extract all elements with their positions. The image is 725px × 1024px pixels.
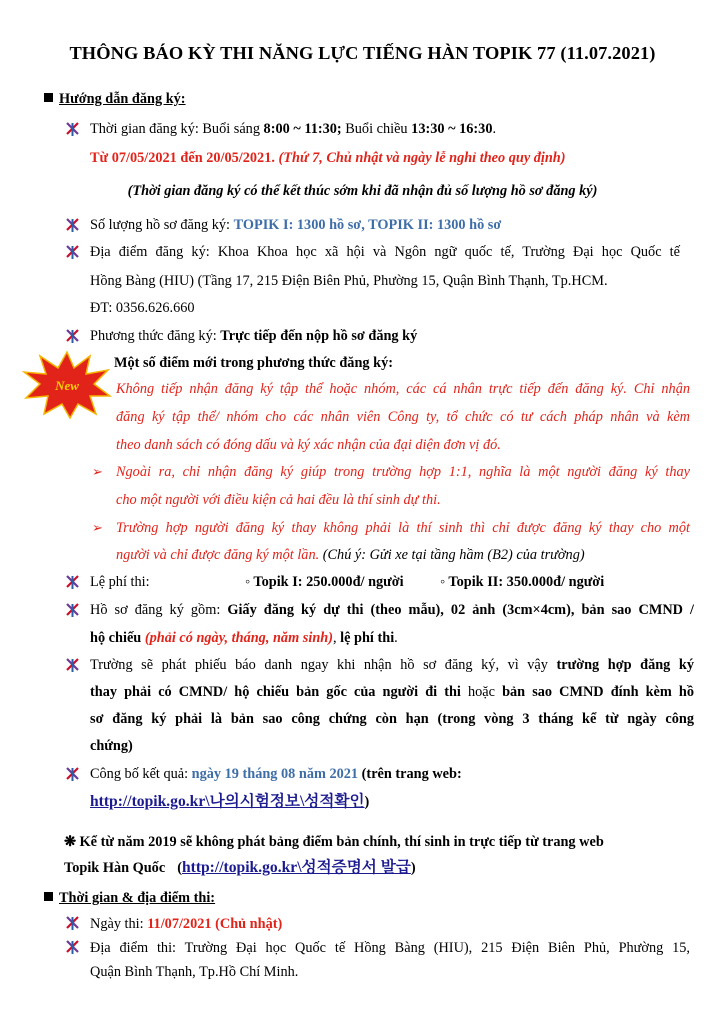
new-points-heading: Một số điểm mới trong phương thức đăng ký: <box>114 355 393 371</box>
square-bullet-icon <box>44 93 53 102</box>
pushpin-bullet-icon <box>66 915 80 931</box>
new-point-3-line2: người và chỉ được đăng ký một lần. (Chú ý: Gửi xe tại tầng hầm (B2) của trường) <box>116 547 585 563</box>
fee-label: Lệ phí thi: <box>90 574 150 590</box>
section-heading-exam: Thời gian & địa điểm thi: <box>44 885 215 911</box>
card-note-line4: chứng) <box>90 738 133 754</box>
arrow-bullet-icon: ➢ <box>92 520 103 535</box>
registration-location-line2: Hồng Bàng (HIU) (Tầng 17, 215 Điện Biên Phủ, Phường 15, Quận Bình Thạnh, Tp.HCM. <box>90 273 608 289</box>
result-link-line: http://topik.go.kr\나의시험정보\성적확인) <box>90 793 370 810</box>
exam-date: Ngày thi: 11/07/2021 (Chủ nhật) <box>90 916 283 932</box>
fee-topik1: ◦ Topik I: 250.000đ/ người <box>245 574 404 590</box>
new-point-2-line2: cho một người với điều kiện cả hai đều là thí sinh dự thi. <box>116 492 441 508</box>
pushpin-bullet-icon <box>66 244 80 260</box>
documents-line1: Hồ sơ đăng ký gồm: Giấy đăng ký dự thi (theo mẫu), 02 ảnh (3cm×4cm), bản sao CMND / <box>90 602 694 618</box>
certificate-note-line2: Topik Hàn Quốc (http://topik.go.kr\성적증명서 발급) <box>64 859 416 876</box>
pushpin-bullet-icon <box>66 328 80 344</box>
new-point-1-line3: theo danh sách có đóng dấu và ký xác nhận của đại diện đơn vị đó. <box>116 437 501 453</box>
card-note-line3: sơ đăng ký phải là bản sao công chứng còn hạn (trong vòng 3 tháng kể từ ngày công <box>90 711 694 727</box>
certificate-note-line1: ❋ Kể từ năm 2019 sẽ không phát bảng điểm bản chính, thí sinh in trực tiếp từ trang web <box>64 834 604 850</box>
registration-date-range: Từ 07/05/2021 đến 20/05/2021. (Thứ 7, Chủ nhật và ngày lễ nghỉ theo quy định) <box>90 150 566 166</box>
exam-location-line1: Địa điểm thi: Trường Đại học Quốc tế Hồng Bàng (HIU), 215 Điện Biên Phủ, Phường 15, <box>90 940 690 956</box>
page-title: THÔNG BÁO KỲ THI NĂNG LỰC TIẾNG HÀN TOPIK 77 (11.07.2021) <box>69 43 656 63</box>
section-heading-registration: Hướng dẫn đăng ký: <box>44 86 186 112</box>
square-bullet-icon <box>44 892 53 901</box>
pushpin-bullet-icon <box>66 766 80 782</box>
card-note-line2: thay phải có CMND/ hộ chiếu bản gốc của người đi thi hoặc bản sao CMND đính kèm hồ <box>90 684 695 700</box>
new-point-3-line1: Trường hợp người đăng ký thay không phải là thí sinh thì chỉ được đăng ký thay cho một <box>116 520 690 536</box>
result-announcement: Công bố kết quả: ngày 19 tháng 08 năm 2021 (trên trang web: <box>90 766 462 782</box>
result-link[interactable]: http://topik.go.kr\나의시험정보\성적확인 <box>90 793 365 810</box>
certificate-link[interactable]: http://topik.go.kr\성적증명서 발급 <box>181 859 411 876</box>
registration-method: Phương thức đăng ký: Trực tiếp đến nộp hồ sơ đăng ký <box>90 328 418 344</box>
registration-quota: Số lượng hồ sơ đăng ký: TOPIK I: 1300 hồ sơ, TOPIK II: 1300 hồ sơ <box>90 217 502 233</box>
new-badge-text: New <box>55 378 79 393</box>
card-note-line1: Trường sẽ phát phiếu báo danh ngay khi nhận hồ sơ đăng ký, vì vậy trường hợp đăng ký <box>90 657 694 673</box>
fee-topik2: ◦ Topik II: 350.000đ/ người <box>440 574 605 590</box>
pushpin-bullet-icon <box>66 657 80 673</box>
registration-location-line1: Địa điểm đăng ký: Khoa Khoa học xã hội và Ngôn ngữ quốc tế, Trường Đại học Quốc tế <box>90 244 680 260</box>
pushpin-bullet-icon <box>66 121 80 137</box>
registration-phone: ĐT: 0356.626.660 <box>90 300 195 316</box>
exam-location-line2: Quận Bình Thạnh, Tp.Hồ Chí Minh. <box>90 964 299 980</box>
documents-line2: hộ chiếu (phải có ngày, tháng, năm sinh), lệ phí thi. <box>90 630 398 646</box>
pushpin-bullet-icon <box>66 602 80 618</box>
new-point-2-line1: Ngoài ra, chỉ nhận đăng ký giúp trong trường hợp 1:1, nghĩa là một người đăng ký thay <box>116 464 690 480</box>
pushpin-bullet-icon <box>66 217 80 233</box>
early-close-note: (Thời gian đăng ký có thể kết thúc sớm khi đã nhận đủ số lượng hồ sơ đăng ký) <box>127 183 598 199</box>
pushpin-bullet-icon <box>66 574 80 590</box>
new-point-1-line1: Không tiếp nhận đăng ký tập thể hoặc nhóm, các cá nhân trực tiếp đến đăng ký. Chỉ nhận <box>116 381 690 397</box>
pushpin-bullet-icon <box>66 939 80 955</box>
registration-time: Thời gian đăng ký: Buổi sáng 8:00 ~ 11:30; Buổi chiều 13:30 ~ 16:30. <box>90 121 497 137</box>
new-starburst-icon <box>22 350 112 420</box>
arrow-bullet-icon: ➢ <box>92 464 103 479</box>
new-point-1-line2: đăng ký tập thể/ nhóm cho các nhân viên Công ty, tổ chức có tư cách pháp nhân và kèm <box>116 409 690 425</box>
